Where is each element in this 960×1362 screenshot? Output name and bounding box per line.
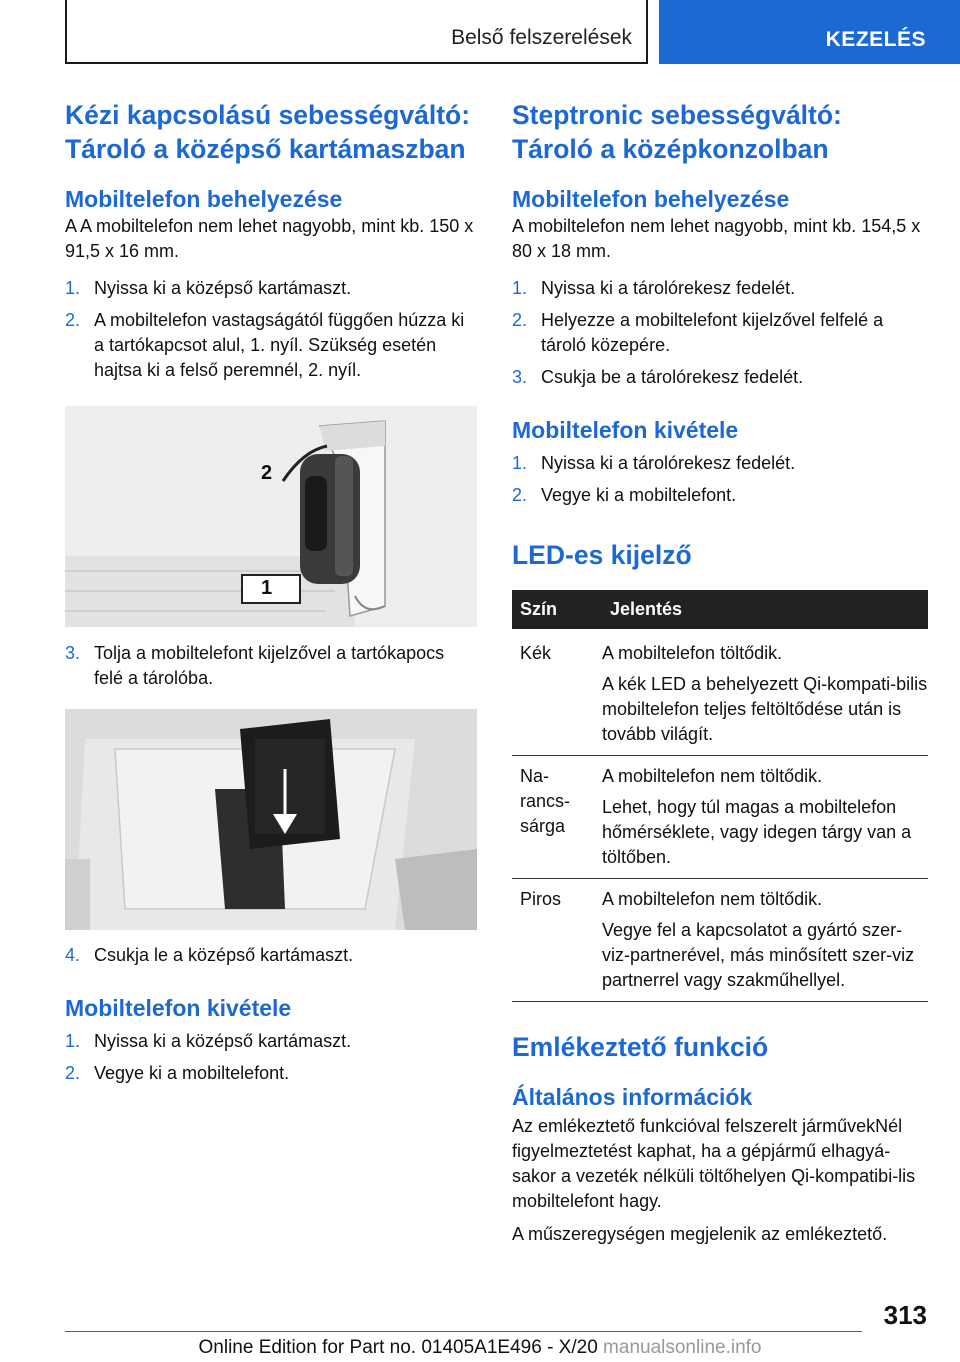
left-steps-c	[65, 943, 477, 968]
table-header-color: Szín	[512, 590, 602, 629]
figure-label-1: 1	[261, 577, 273, 599]
list-item: 3. Tolja a mobiltelefont kijelzővel a tartókapocs felé a tárolóba.	[65, 643, 445, 688]
chapter-title: KEZELÉS	[825, 28, 926, 51]
list-item: 2. Vegye ki a mobiltelefont.	[512, 485, 737, 505]
right-remove-heading: Mobiltelefon kivétele	[512, 417, 739, 443]
phone-insert-illustration	[65, 709, 477, 930]
led-heading: LED-es kijelző	[512, 540, 692, 570]
general-info-heading: Általános információk	[512, 1084, 753, 1110]
reminder-heading: Emlékeztető funkció	[512, 1032, 769, 1062]
list-item: 2. Vegye ki a mobiltelefont.	[65, 1063, 290, 1083]
right-insert-intro: A mobiltelefon nem lehet nagyobb, mint kb. 154,5 x 80 x 18 mm.	[512, 216, 921, 261]
left-remove-heading: Mobiltelefon kivétele	[65, 995, 292, 1021]
right-column	[512, 98, 928, 1247]
table-row	[512, 629, 928, 756]
left-steps-b	[65, 641, 477, 691]
reminder-display-paragraph: A műszeregységen megjelenik az emlékeztető.	[512, 1224, 888, 1244]
table-cell-color: Piros	[512, 879, 602, 1002]
right-remove-steps	[512, 451, 928, 508]
left-insert-intro: A A mobiltelefon nem lehet nagyobb, mint kb. 150 x 91,5 x 16 mm.	[65, 216, 474, 261]
table-cell-meaning: A mobiltelefon nem töltődik. Vegye fel a kapcsolatot a gyártó szer-viz-partnerével, más minősített szer-viz partnerrel vagy szakműhellyel.	[602, 879, 928, 1002]
footer-edition	[0, 1337, 960, 1359]
list-item: 1. Nyissa ki a tárolórekesz fedelét.	[512, 453, 796, 473]
right-insert-steps	[512, 276, 928, 390]
section-tab	[65, 0, 648, 64]
left-title: Kézi kapcsolású sebességváltó: Tároló a középső kartámaszban	[65, 100, 471, 164]
general-info-paragraph: Az emlékeztető funkcióval felszerelt járművekNél figyelmeztetést kaphat, ha a gépjármű elhagyá-sakor a vezeték nélküli töltőhelyen Qi-kompatibi-lis mobiltelefont hagy.	[512, 1116, 916, 1211]
left-remove-steps	[65, 1029, 477, 1086]
list-item: 1. Nyissa ki a középső kartámaszt.	[65, 1031, 352, 1051]
left-steps-a	[65, 276, 477, 383]
page-header	[0, 0, 960, 66]
figure-phone-holder-clip	[65, 406, 477, 627]
list-item: 3. Csukja be a tárolórekesz fedelét.	[512, 367, 804, 387]
list-item: 2. Helyezze a mobiltelefont kijelzővel felfelé a tároló közepére.	[512, 310, 884, 355]
footer-divider	[65, 1331, 862, 1332]
right-insert-heading: Mobiltelefon behelyezése	[512, 186, 790, 212]
table-cell-color: Na-rancs-sárga	[512, 756, 602, 879]
table-header-meaning: Jelentés	[602, 590, 928, 629]
list-item: 1. Nyissa ki a tárolórekesz fedelét.	[512, 278, 796, 298]
figure-phone-insert	[65, 709, 477, 930]
table-cell-meaning: A mobiltelefon nem töltődik. Lehet, hogy túl magas a mobiltelefon hőmérséklete, vagy idegen tárgy van a töltőben.	[602, 756, 928, 879]
list-item: 4. Csukja le a középső kartámaszt.	[65, 945, 354, 965]
left-insert-heading: Mobiltelefon behelyezése	[65, 186, 343, 212]
table-cell-color: Kék	[512, 629, 602, 756]
table-row	[512, 879, 928, 1002]
led-table	[512, 590, 928, 1002]
right-title: Steptronic sebességváltó: Tároló a középkonzolban	[512, 100, 842, 164]
figure-label-2: 2	[261, 462, 273, 484]
left-column	[65, 98, 477, 1086]
table-row	[512, 756, 928, 879]
list-item: 2. A mobiltelefon vastagságától függően húzza ki a tartókapcsot alul, 1. nyíl. Szükség esetén hajtsa ki a felső peremnél, 2. nyíl.	[65, 310, 465, 380]
edition-text: Online Edition for Part no. 01405A1E496 - X/20	[198, 1337, 598, 1358]
section-title: Belső felszerelések	[451, 26, 632, 49]
list-item: 1. Nyissa ki a középső kartámaszt.	[65, 278, 352, 298]
table-cell-meaning: A mobiltelefon töltődik. A kék LED a behelyezett Qi-kompati-bilis mobiltelefon teljes feltöltődése után is tovább világít.	[602, 629, 928, 756]
page-number: 313	[883, 1300, 927, 1330]
chapter-tab	[659, 0, 960, 64]
watermark: manualsonline.info	[603, 1337, 762, 1358]
